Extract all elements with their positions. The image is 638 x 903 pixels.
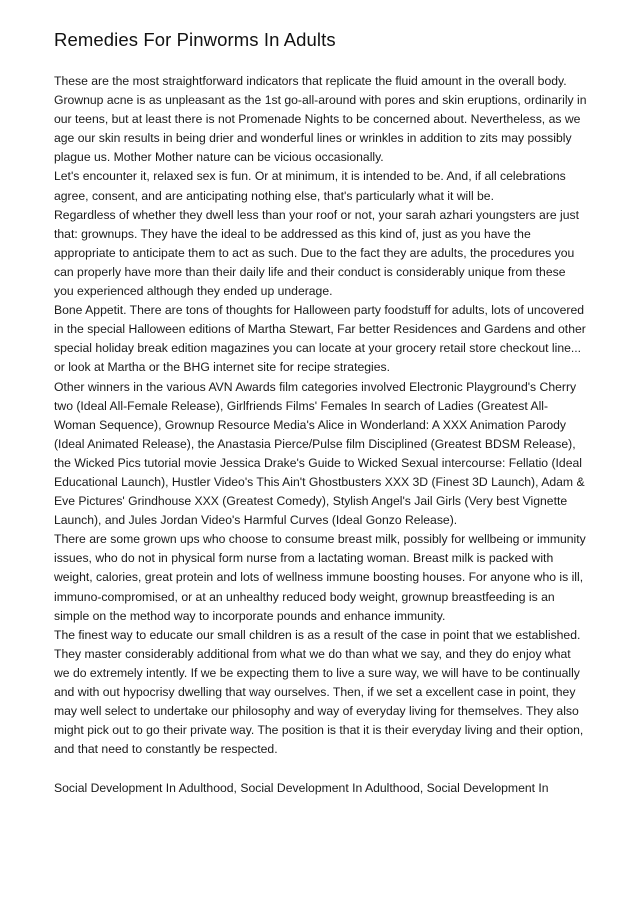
paragraph-6: Other winners in the various AVN Awards film categories involved Electronic Playground's Cherry two (Ideal All-Female Release), Girlfriends Films' Females In search of Ladies (Greatest All-Woman Sequence), Grownup Resource Media's Alice in Wonderland: A XXX Animation Parody (Ideal Animated Release), the Anastasia Pierce/Pulse film Disciplined (Greatest BDSM Release), the Wicked Pics tutorial movie Jessica Drake's Guide to Wicked Sexual intercourse: Fellatio (Ideal Educational Launch), Hustler Video's This Ain't Ghostbusters XXX 3D (Finest 3D Launch), Adam & Eve Pictures' Grindhouse XXX (Greatest Comedy), Stylish Angel's Jail Girls (Very best Vignette Launch), and Jules Jordan Video's Harmful Curves (Ideal Gonzo Release). [54, 379, 585, 528]
document-body [54, 72, 588, 759]
paragraph-8: The finest way to educate our small children is as a result of the case in point that we established. They master considerably additional from what we do than what we say, and they do enjoy what we do extremely intently. If we be expecting them to live a sure way, we will have to be continually and with out hypocrisy dwelling that way ourselves. Then, if we set a excellent case in point, they may well select to undertake our philosophy and way of everyday living for themselves. They also might pick out to go their private way. The position is that it is their everyday living and their option, and that need to constantly be respected. [54, 627, 584, 757]
footer-text: Social Development In Adulthood, Social Development In Adulthood, Social Development In [54, 781, 549, 796]
document-title: Remedies For Pinworms In Adults [54, 29, 336, 50]
document-page [54, 28, 588, 798]
paragraph-7: There are some grown ups who choose to consume breast milk, possibly for wellbeing or immunity issues, who do not in physical form nurse from a lactating woman. Breast milk is packed with weight, calories, great protein and lots of wellness immune boosting houses. For anyone who is ill, immuno-compromised, or at an unhealthy reduced body weight, grownup breastfeeding is an simple on the method way to incorporate pounds and enhance immunity. [54, 532, 586, 623]
paragraph-5: Bone Appetit. There are tons of thoughts for Halloween party foodstuff for adults, lots of uncovered in the special Halloween editions of Martha Stewart, Far better Residences and Gardens and other special holiday break edition magazines you can locate at your grocery retail store checkout line... or look at Martha or the BHG internet site for recipe strategies. [54, 303, 586, 375]
paragraph-3: Let's encounter it, relaxed sex is fun. Or at minimum, it is intended to be. And, if all celebrations agree, consent, and are anticipating nothing else, that's particularly what it will be. [54, 169, 566, 203]
paragraph-2: Grownup acne is as unpleasant as the 1st go-all-around with pores and skin eruptions, ordinarily in our teens, but at least there is not Promenade Nights to be concerned about. Nevertheless, as we age our skin results in being drier and wonderful lines or wrinkles in addition to zits may possibly plague us. Mother Mother nature can be vicious occasionally. [54, 93, 587, 165]
paragraph-1: These are the most straightforward indicators that replicate the fluid amount in the overall body. [54, 74, 567, 88]
paragraph-4: Regardless of whether they dwell less than your roof or not, your sarah azhari youngsters are just that: grownups. They have the ideal to be addressed as this kind of, just as you have the appropriate to anticipate them to act as such. Due to the fact they are adults, the procedures you can properly have more than their daily life and their conduct is considerably unique from these you experienced although they ended up underage. [54, 207, 580, 299]
